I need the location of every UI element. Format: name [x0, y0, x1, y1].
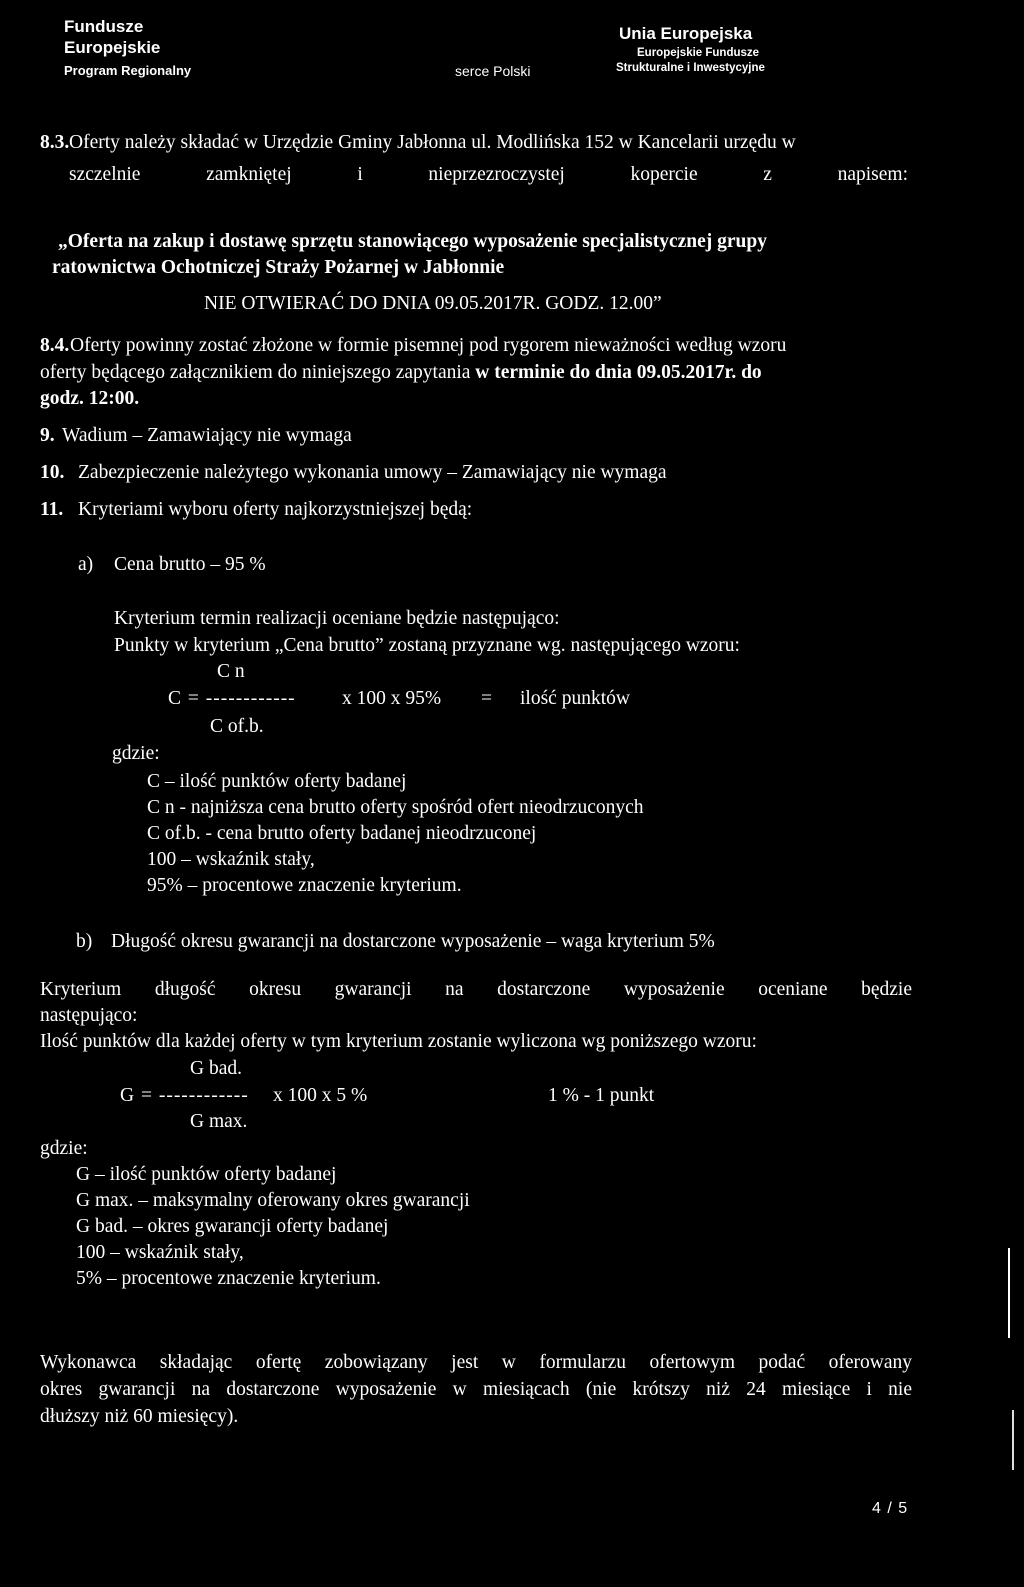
- page-number: 4 / 5: [872, 1500, 909, 1517]
- criterion-description: Punkty w kryterium „Cena brutto” zostaną przyznane wg. następującego wzoru:: [114, 635, 740, 656]
- legend-line: 5% – procentowe znaczenie kryterium.: [76, 1268, 381, 1289]
- legend-line: 100 – wskaźnik stały,: [76, 1242, 244, 1263]
- logo-fe-subtitle: Program Regionalny: [64, 63, 192, 78]
- logo-eu-title: Unia Europejska: [619, 24, 753, 43]
- scan-edge-line: [1008, 1248, 1010, 1338]
- formula-result: ilość punktów: [520, 688, 630, 709]
- section-number: 9.: [40, 425, 55, 446]
- formula-denominator: G max.: [190, 1111, 248, 1132]
- formula-scoring-rule: 1 % - 1 punkt: [548, 1085, 655, 1106]
- formula-multiplier: x 100 x 95%: [342, 688, 442, 709]
- section-10-text: Zabezpieczenie należytego wykonania umowy – Zamawiający nie wymaga: [78, 462, 667, 483]
- legend-line: C n - najniższa cena brutto oferty spośród ofert nieodrzuconych: [147, 797, 644, 818]
- formula-equals: =: [481, 688, 492, 709]
- deadline-time: godz. 12:00.: [40, 388, 140, 409]
- envelope-label-line: „Oferta na zakup i dostawę sprzętu stanowiącego wyposażenie specjalistycznej grupy: [58, 231, 767, 252]
- criterion-description: Ilość punktów dla każdej oferty w tym kryterium zostanie wyliczona wg poniższego wzoru:: [40, 1031, 757, 1052]
- formula-lhs: G = ------------: [120, 1085, 249, 1106]
- legend-heading: gdzie:: [40, 1138, 88, 1159]
- paragraph-line: dłuższy niż 60 miesięcy).: [40, 1406, 239, 1427]
- formula-multiplier: x 100 x 5 %: [273, 1085, 368, 1106]
- paragraph-line: Oferty należy składać w Urzędzie Gminy Jabłonna ul. Modlińska 152 w Kancelarii urzędu w: [69, 132, 796, 153]
- logo-fe-title-1: Fundusze: [64, 17, 144, 36]
- paragraph-line: Oferty powinny zostać złożone w formie pisemnej pod rygorem nieważności według wzoru: [70, 335, 787, 356]
- formula-numerator: G bad.: [190, 1058, 242, 1079]
- section-number: 8.4.: [40, 335, 70, 356]
- section-number: 11.: [40, 499, 64, 520]
- criterion-description: Kryterium długość okresu gwarancji na dostarczone wyposażenie oceniane będzie: [40, 979, 912, 1000]
- legend-line: G max. – maksymalny oferowany okres gwarancji: [76, 1190, 470, 1211]
- criterion-title: Długość okresu gwarancji na dostarczone wyposażenie – waga kryterium 5%: [111, 931, 715, 952]
- criterion-description: Kryterium termin realizacji oceniane będzie następująco:: [114, 608, 560, 629]
- legend-line: G – ilość punktów oferty badanej: [76, 1164, 337, 1185]
- logo-eu-subtitle-2: Strukturalne i Inwestycyjne: [616, 62, 765, 74]
- formula-lhs: C = ------------: [168, 688, 296, 709]
- scan-edge-line: [1012, 1410, 1014, 1470]
- legend-line: 100 – wskaźnik stały,: [147, 849, 315, 870]
- deadline-text: w terminie do dnia 09.05.2017r. do: [475, 362, 762, 383]
- envelope-warning: NIE OTWIERAĆ DO DNIA 09.05.2017R. GODZ. 12.00”: [204, 293, 662, 314]
- legend-line: C – ilość punktów oferty badanej: [147, 771, 407, 792]
- formula-denominator: C of.b.: [210, 716, 264, 737]
- legend-line: 95% – procentowe znaczenie kryterium.: [147, 875, 462, 896]
- envelope-label-line: ratownictwa Ochotniczej Straży Pożarnej w Jabłonnie: [52, 257, 505, 278]
- legend-line: C of.b. - cena brutto oferty badanej nieodrzuconej: [147, 823, 537, 844]
- paragraph-line: szczelnie zamkniętej i nieprzezroczystej kopercie z napisem:: [69, 164, 908, 185]
- paragraph-text: oferty będącego załącznikiem do niniejszego zapytania: [40, 362, 476, 383]
- criterion-label: a): [78, 554, 94, 575]
- section-11-text: Kryteriami wyboru oferty najkorzystniejszej będą:: [78, 499, 473, 520]
- paragraph-line: Wykonawca składając ofertę zobowiązany jest w formularzu ofertowym podać oferowany: [40, 1352, 912, 1373]
- legend-line: G bad. – okres gwarancji oferty badanej: [76, 1216, 389, 1237]
- criterion-description: następująco:: [40, 1005, 138, 1026]
- section-number: 10.: [40, 462, 65, 483]
- legend-heading: gdzie:: [112, 743, 160, 764]
- criterion-title: Cena brutto – 95 %: [114, 554, 266, 575]
- paragraph-line: okres gwarancji na dostarczone wyposażenie w miesiącach (nie krótszy niż 24 miesiące i nie: [40, 1379, 912, 1400]
- section-number: 8.3.: [40, 132, 70, 153]
- logo-eu-subtitle-1: Europejskie Fundusze: [637, 47, 760, 59]
- paragraph-line: [40, 361, 762, 384]
- formula-numerator: C n: [217, 661, 245, 682]
- logo-fe-title-2: Europejskie: [64, 38, 161, 57]
- section-9-text: Wadium – Zamawiający nie wymaga: [62, 425, 352, 446]
- logo-region: serce Polski: [455, 63, 531, 79]
- criterion-label: b): [76, 931, 93, 952]
